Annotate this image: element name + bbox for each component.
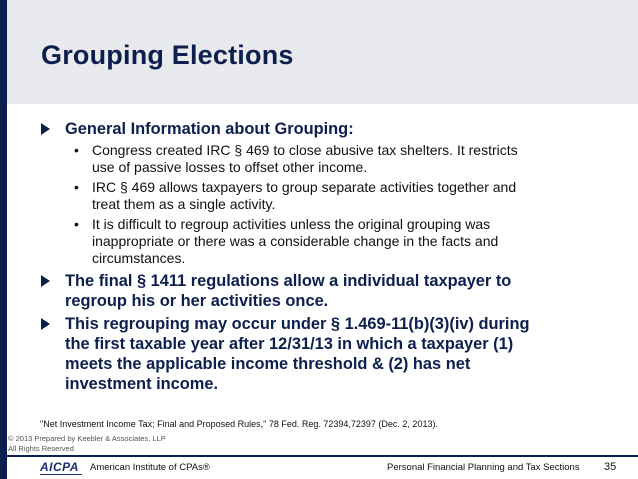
sub-bullet-icon: • [74, 216, 79, 232]
sub-bullet-line: circumstances. [92, 250, 186, 266]
main-bullet-line: General Information about Grouping: [65, 120, 354, 138]
aicpa-logo: AICPA [40, 460, 79, 474]
sub-bullet-icon: • [74, 179, 79, 195]
logo-underline [40, 474, 82, 475]
left-accent-bar [0, 0, 7, 479]
main-bullet-1 [65, 119, 610, 139]
sub-bullet-line: Congress created IRC § 469 to close abusive tax shelters. It restricts [92, 142, 518, 158]
main-bullet-line: This regrouping may occur under § 1.469-11(b)(3)(iv) during [65, 315, 530, 333]
main-bullet-line: regroup his or her activities once. [65, 292, 329, 310]
sub-bullet-3 [92, 216, 612, 267]
copyright-line: All Rights Reserved [8, 444, 74, 453]
sub-bullet-1 [92, 142, 612, 176]
main-bullet-line: investment income. [65, 375, 219, 393]
main-bullet-line: the first taxable year after 12/31/13 in which a taxpayer (1) [65, 335, 514, 353]
arrow-bullet-icon [41, 123, 50, 135]
sub-bullet-line: treat them as a single activity. [92, 196, 276, 212]
footer-institute: American Institute of CPAs® [90, 462, 210, 473]
arrow-bullet-icon [41, 275, 50, 287]
footer-divider [7, 455, 638, 457]
sub-bullet-icon: • [74, 142, 79, 158]
main-bullet-3 [65, 314, 610, 394]
main-bullet-line: The final § 1411 regulations allow a individual taxpayer to [65, 272, 512, 290]
page-number: 35 [604, 461, 617, 473]
sub-bullet-line: inappropriate or there was a considerable change in the facts and [92, 233, 499, 249]
main-bullet-2 [65, 271, 610, 311]
footer-section: Personal Financial Planning and Tax Sections [387, 462, 580, 473]
arrow-bullet-icon [41, 318, 50, 330]
copyright-line: © 2013 Prepared by Keebler & Associates, LLP [8, 434, 166, 443]
slide-title: Grouping Elections [41, 40, 294, 70]
sub-bullet-line: IRC § 469 allows taxpayers to group separate activities together and [92, 179, 517, 195]
main-bullet-line: meets the applicable income threshold & (2) has net [65, 355, 471, 373]
sub-bullet-2 [92, 179, 612, 213]
sub-bullet-line: use of passive losses to offset other income. [92, 159, 368, 175]
copyright-notice [8, 434, 166, 454]
citation: "Net Investment Income Tax; Final and Proposed Rules," 78 Fed. Reg. 72394,72397 (Dec. 2, 2013). [40, 419, 438, 429]
sub-bullet-line: It is difficult to regroup activities unless the original grouping was [92, 216, 491, 232]
